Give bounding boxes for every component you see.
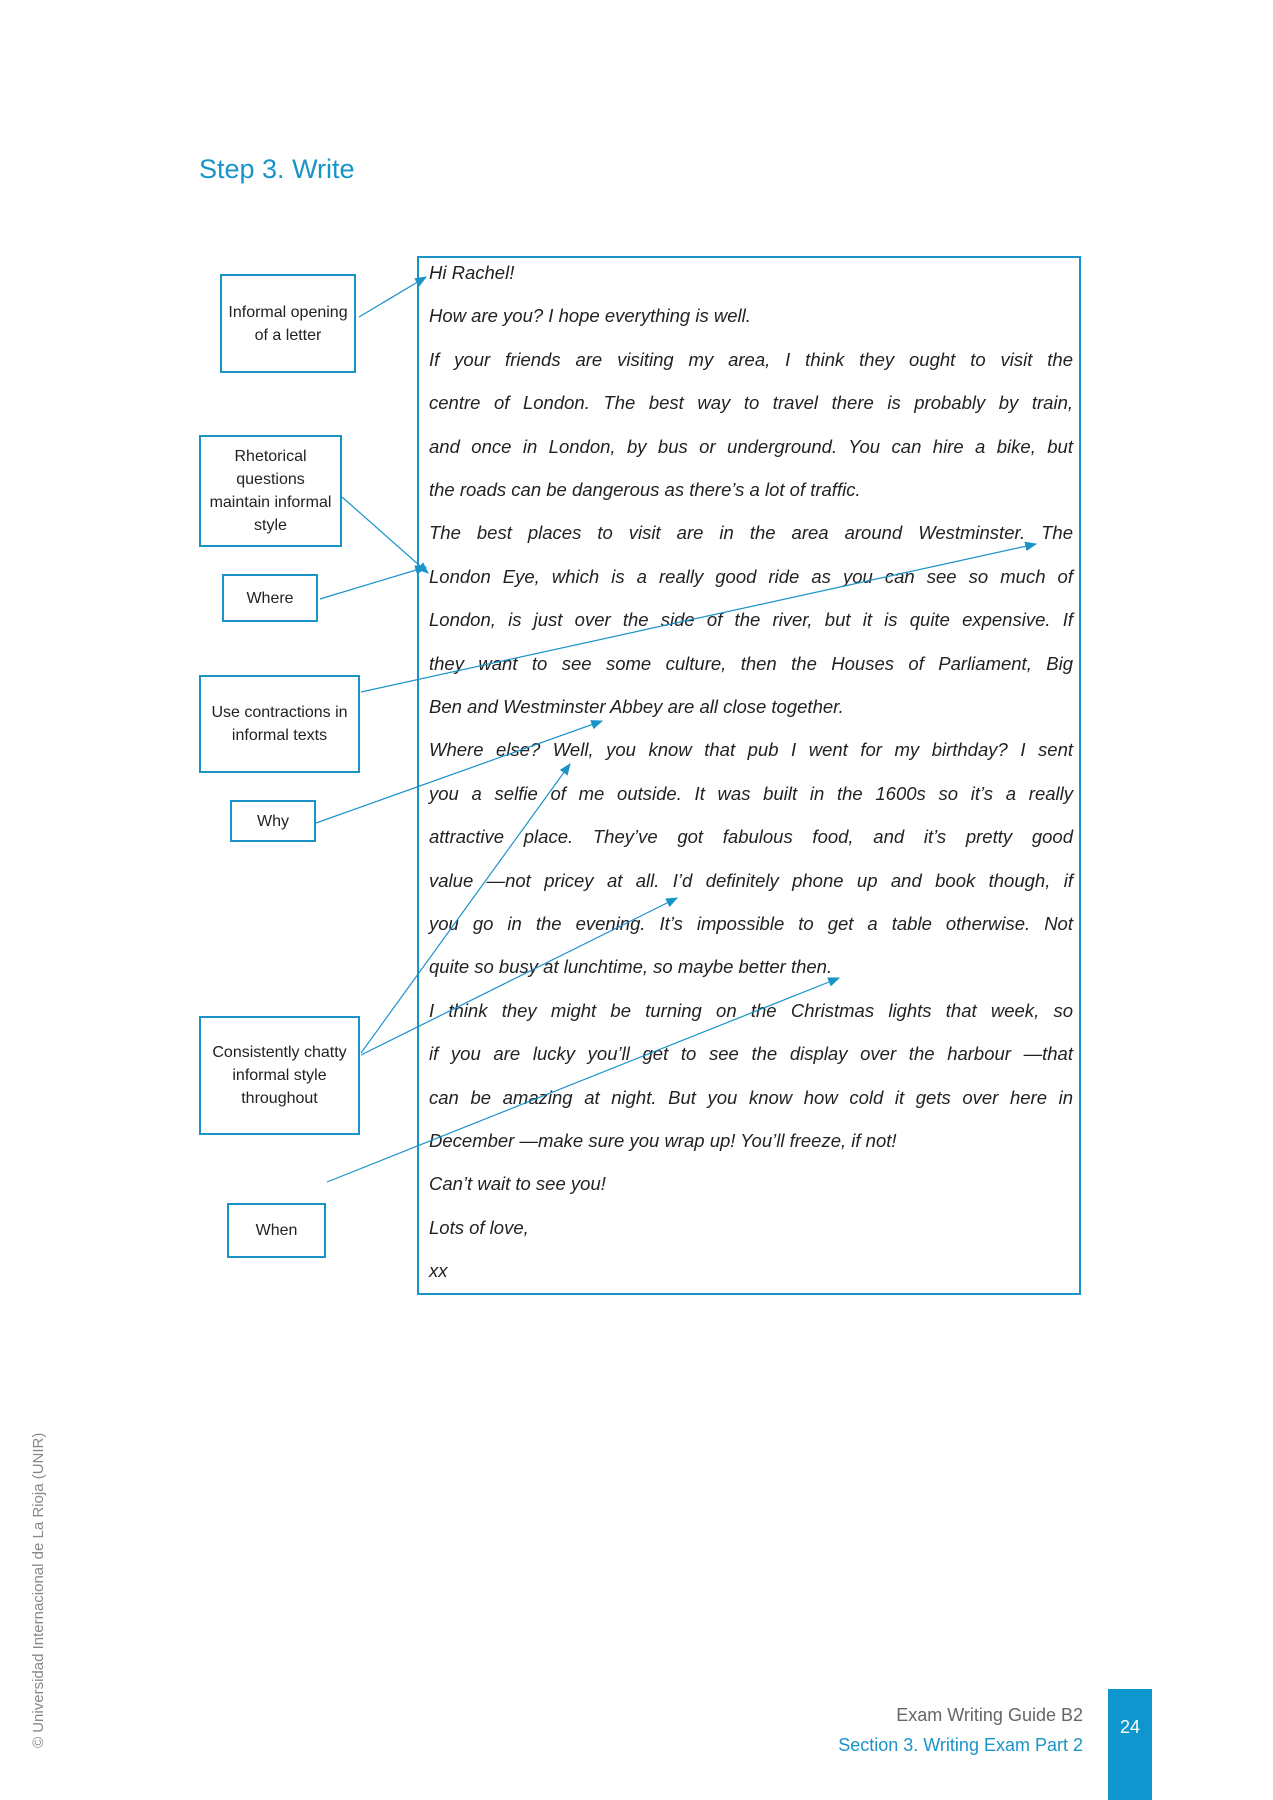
letter-line: Can’t wait to see you! <box>429 1173 606 1195</box>
arrow-where <box>320 567 426 599</box>
letter-line: they want to see some culture, then the Houses of Parliament, Big <box>429 652 1073 674</box>
letter-line: London Eye, which is a really good ride as you can see so much of <box>429 565 1073 587</box>
label-rhetorical-questions: Rhetorical questions maintain informal style <box>199 435 342 547</box>
letter-line: The best places to visit are in the area around Westminster. The <box>429 522 1073 544</box>
label-why: Why <box>230 800 316 842</box>
letter-line: If your friends are visiting my area, I think they ought to visit the <box>429 348 1073 370</box>
letter-line: I think they might be turning on the Christmas lights that week, so <box>429 999 1073 1021</box>
footer-guide-title: Exam Writing Guide B2 <box>896 1705 1083 1725</box>
label-when: When <box>227 1203 326 1258</box>
letter-line: December —make sure you wrap up! You’ll freeze, if not! <box>429 1130 897 1151</box>
letter-line: Ben and Westminster Abbey are all close together. <box>429 696 844 717</box>
letter-line: and once in London, by bus or underground. You can hire a bike, but <box>429 435 1073 457</box>
letter-line: attractive place. They’ve got fabulous food, and it’s pretty good <box>429 826 1073 848</box>
letter-line: How are you? I hope everything is well. <box>429 305 751 327</box>
arrow-informal-opening <box>359 277 426 317</box>
letter-line: Where else? Well, you know that pub I went for my birthday? I sent <box>429 739 1073 761</box>
arrow-rhetorical <box>342 497 428 573</box>
letter-line: quite so busy at lunchtime, so maybe better then. <box>429 956 833 978</box>
copyright: © Universidad Internacional de La Rioja (UNIR) <box>30 1432 47 1748</box>
letter-line: centre of London. The best way to travel there is probably by train, <box>429 392 1073 414</box>
letter-line: xx <box>429 1260 448 1282</box>
label-contractions: Use contractions in informal texts <box>199 675 360 773</box>
letter-line: if you are lucky you’ll get to see the display over the harbour —that <box>429 1043 1073 1065</box>
letter-line: you go in the evening. It’s impossible to get a table otherwise. Not <box>429 913 1073 934</box>
letter-line: the roads can be dangerous as there’s a lot of traffic. <box>429 479 861 500</box>
label-where: Where <box>222 574 318 622</box>
footer-section: Section 3. Writing Exam Part 2 <box>838 1735 1083 1755</box>
letter-line: Lots of love, <box>429 1216 529 1238</box>
label-informal-opening: Informal opening of a letter <box>220 274 356 373</box>
letter-box <box>417 256 1081 1295</box>
section-title: Step 3. Write <box>199 154 355 184</box>
letter-line: you a selfie of me outside. It was built in the 1600s so it’s a really <box>429 782 1073 804</box>
letter-line: value —not pricey at all. I’d definitely phone up and book though, if <box>429 869 1073 891</box>
page-number: 24 <box>1108 1689 1152 1800</box>
letter-line: Hi Rachel! <box>429 262 515 283</box>
label-chatty-style: Consistently chatty informal style throughout <box>199 1016 360 1135</box>
letter-line: can be amazing at night. But you know how cold it gets over here in <box>429 1086 1073 1108</box>
letter-line: London, is just over the side of the river, but it is quite expensive. If <box>429 609 1073 631</box>
